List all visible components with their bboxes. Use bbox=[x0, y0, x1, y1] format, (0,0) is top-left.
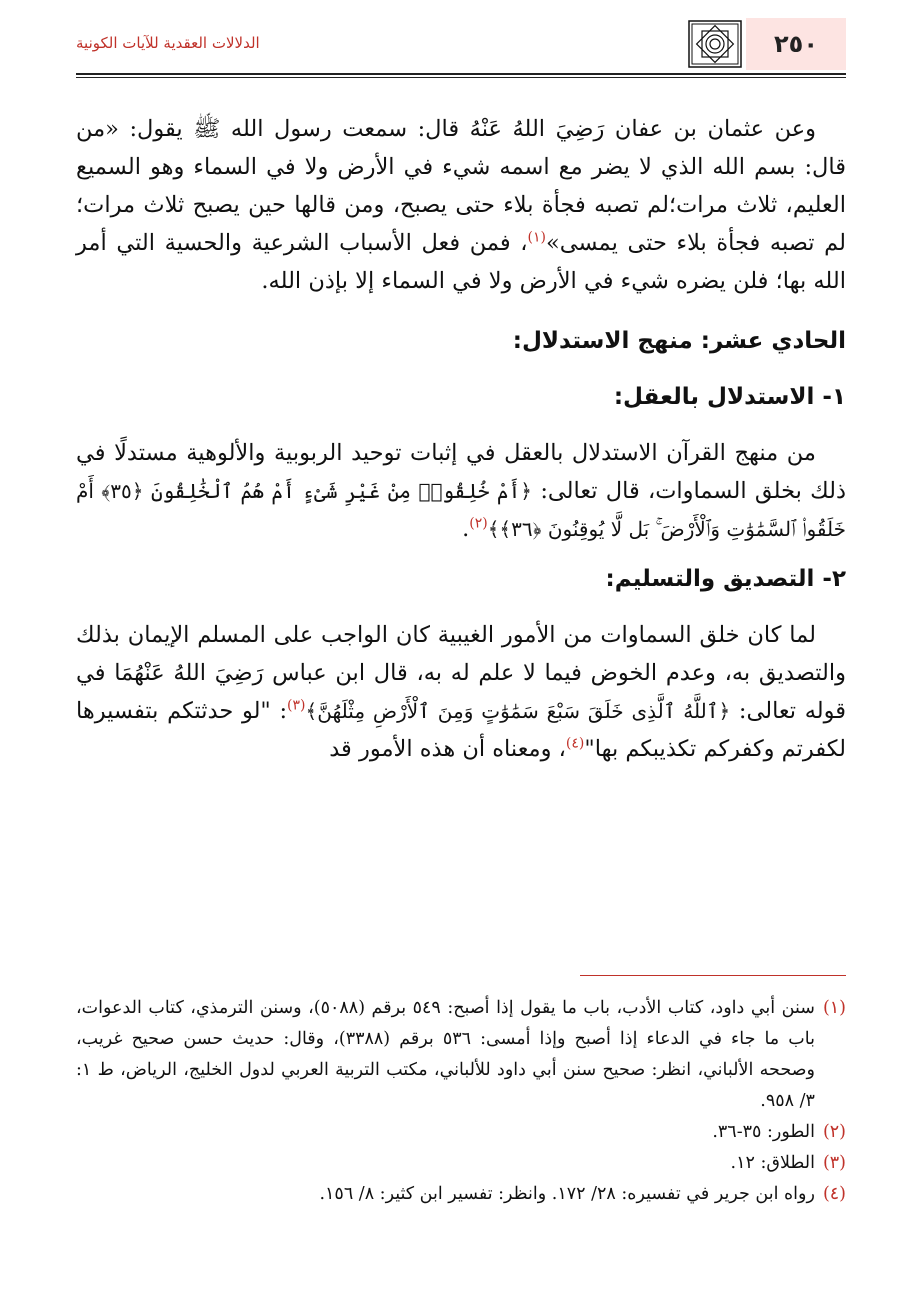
footnote-text: الطلاق: ١٢. bbox=[730, 1153, 815, 1173]
footnote-ref-2[interactable]: (٢) bbox=[469, 515, 488, 532]
page-number: ٢٥٠ bbox=[774, 30, 818, 58]
paragraph-text: من منهج القرآن الاستدلال بالعقل في إثبات توحيد الربوبية والألوهية مستدلًا في ذلك بخلق السماوات، قال تعالى: bbox=[76, 440, 846, 504]
header-rule-thick bbox=[76, 73, 846, 75]
footnote-item bbox=[76, 1117, 846, 1148]
footnote-text: الطور: ٣٥-٣٦. bbox=[712, 1122, 815, 1142]
header-rule-thin bbox=[76, 77, 846, 78]
subheading-belief: ٢- التصديق والتسليم: bbox=[605, 566, 846, 592]
paragraph-text-tail: ، فمن فعل الأسباب الشرعية والحسية التي أمر الله بها؛ فلن يضره شيء في الأرض ولا في السماء إلا بإذن الله. bbox=[76, 230, 846, 294]
footnotes bbox=[76, 993, 846, 1210]
paragraph-text-tail: ، ومعناه أن هذه الأمور قد bbox=[329, 736, 566, 762]
quran-verse: ﴿أَمْ خُلِقُوا۟ مِنْ غَيْرِ شَىْءٍ أَمْ هُمُ ٱلْخَٰلِقُونَ ﴿٣٥﴾ أَمْ خَلَقُوا۟ ٱلسَّمَٰوَٰتِ وَٱلْأَرْضَ ۚ بَل لَّا يُوقِنُونَ ﴿٣٦﴾﴾ bbox=[76, 479, 846, 541]
footnote-text: سنن أبي داود، كتاب الأدب، باب ما يقول إذا أصبح: ٥٤٩ برقم (٥٠٨٨)، وسنن الترمذي، كتاب الدعوات، باب ما جاء في الدعاء إذا أصبح وإذا أمسى: ٥٣٦ برقم (٣٣٨٨)، وقال: حديث حسن صحيح غريب، وصححه الألباني، انظر: صحيح سنن أبي داود للألباني، مكتب التربية العربي لدول الخليج، الرياض، ط ١: ٣/ ٩٥٨. bbox=[76, 998, 815, 1111]
paragraph-text: لما كان خلق السماوات من الأمور الغيبية كان الواجب على المسلم الإيمان بذلك والتصديق به، وعدم الخوض فيما لا علم له به، قال ابن عباس رَضِيَ اللهُ عَنْهُمَا في قوله تعالى: bbox=[76, 622, 847, 724]
paragraph-hadith bbox=[76, 110, 846, 300]
footnote-ref-3[interactable]: (٣) bbox=[287, 697, 306, 714]
running-title: الدلالات العقدية للآيات الكونية bbox=[76, 34, 260, 52]
footnote-separator bbox=[580, 975, 846, 976]
section-heading: الحادي عشر: منهج الاستدلال: bbox=[512, 328, 846, 354]
paragraph-text: وعن عثمان بن عفان رَضِيَ اللهُ عَنْهُ قال: سمعت رسول الله ﷺ يقول: «من قال: بسم الله الذي لا يضر مع اسمه شيء في الأرض ولا في السماء وهو السميع العليم، ثلاث مرات؛لم تصبه فجأة بلاء حتى يصبح، ومن قالها حين يصبح ثلاث مرات؛ لم تصبه فجأة بلاء حتى يمسى» bbox=[76, 116, 846, 256]
footnote-item bbox=[76, 1179, 846, 1210]
quote-text: : "لو حدثتكم بتفسيرها لكفرتم وكفركم تكذيبكم بها" bbox=[76, 698, 846, 762]
footnote-number: (٣) bbox=[822, 1153, 846, 1173]
islamic-star-ornament-icon bbox=[688, 20, 742, 68]
paragraph-reasoning bbox=[76, 434, 846, 548]
footnote-number: (٤) bbox=[822, 1184, 846, 1204]
quran-verse: ﴿ٱللَّهُ ٱلَّذِى خَلَقَ سَبْعَ سَمَٰوَٰتٍ وَمِنَ ٱلْأَرْضِ مِثْلَهُنَّ﴾ bbox=[305, 699, 731, 723]
paragraph-text-tail: . bbox=[462, 516, 470, 542]
footnote-text: رواه ابن جرير في تفسيره: ٢٨/ ١٧٢. وانظر: تفسير ابن كثير: ٨/ ١٥٦. bbox=[319, 1184, 815, 1204]
page-header bbox=[76, 18, 846, 72]
footnote-item bbox=[76, 1148, 846, 1179]
subheading-reason: ١- الاستدلال بالعقل: bbox=[613, 384, 846, 410]
footnote-item bbox=[76, 993, 846, 1117]
footnote-ref-4[interactable]: (٤) bbox=[565, 735, 585, 752]
page-number-box bbox=[746, 18, 846, 70]
footnote-number: (٢) bbox=[822, 1122, 846, 1142]
main-text bbox=[76, 110, 846, 768]
footnote-number: (١) bbox=[822, 998, 846, 1018]
paragraph-belief bbox=[76, 616, 846, 768]
footnote-ref-1[interactable]: (١) bbox=[527, 229, 546, 246]
